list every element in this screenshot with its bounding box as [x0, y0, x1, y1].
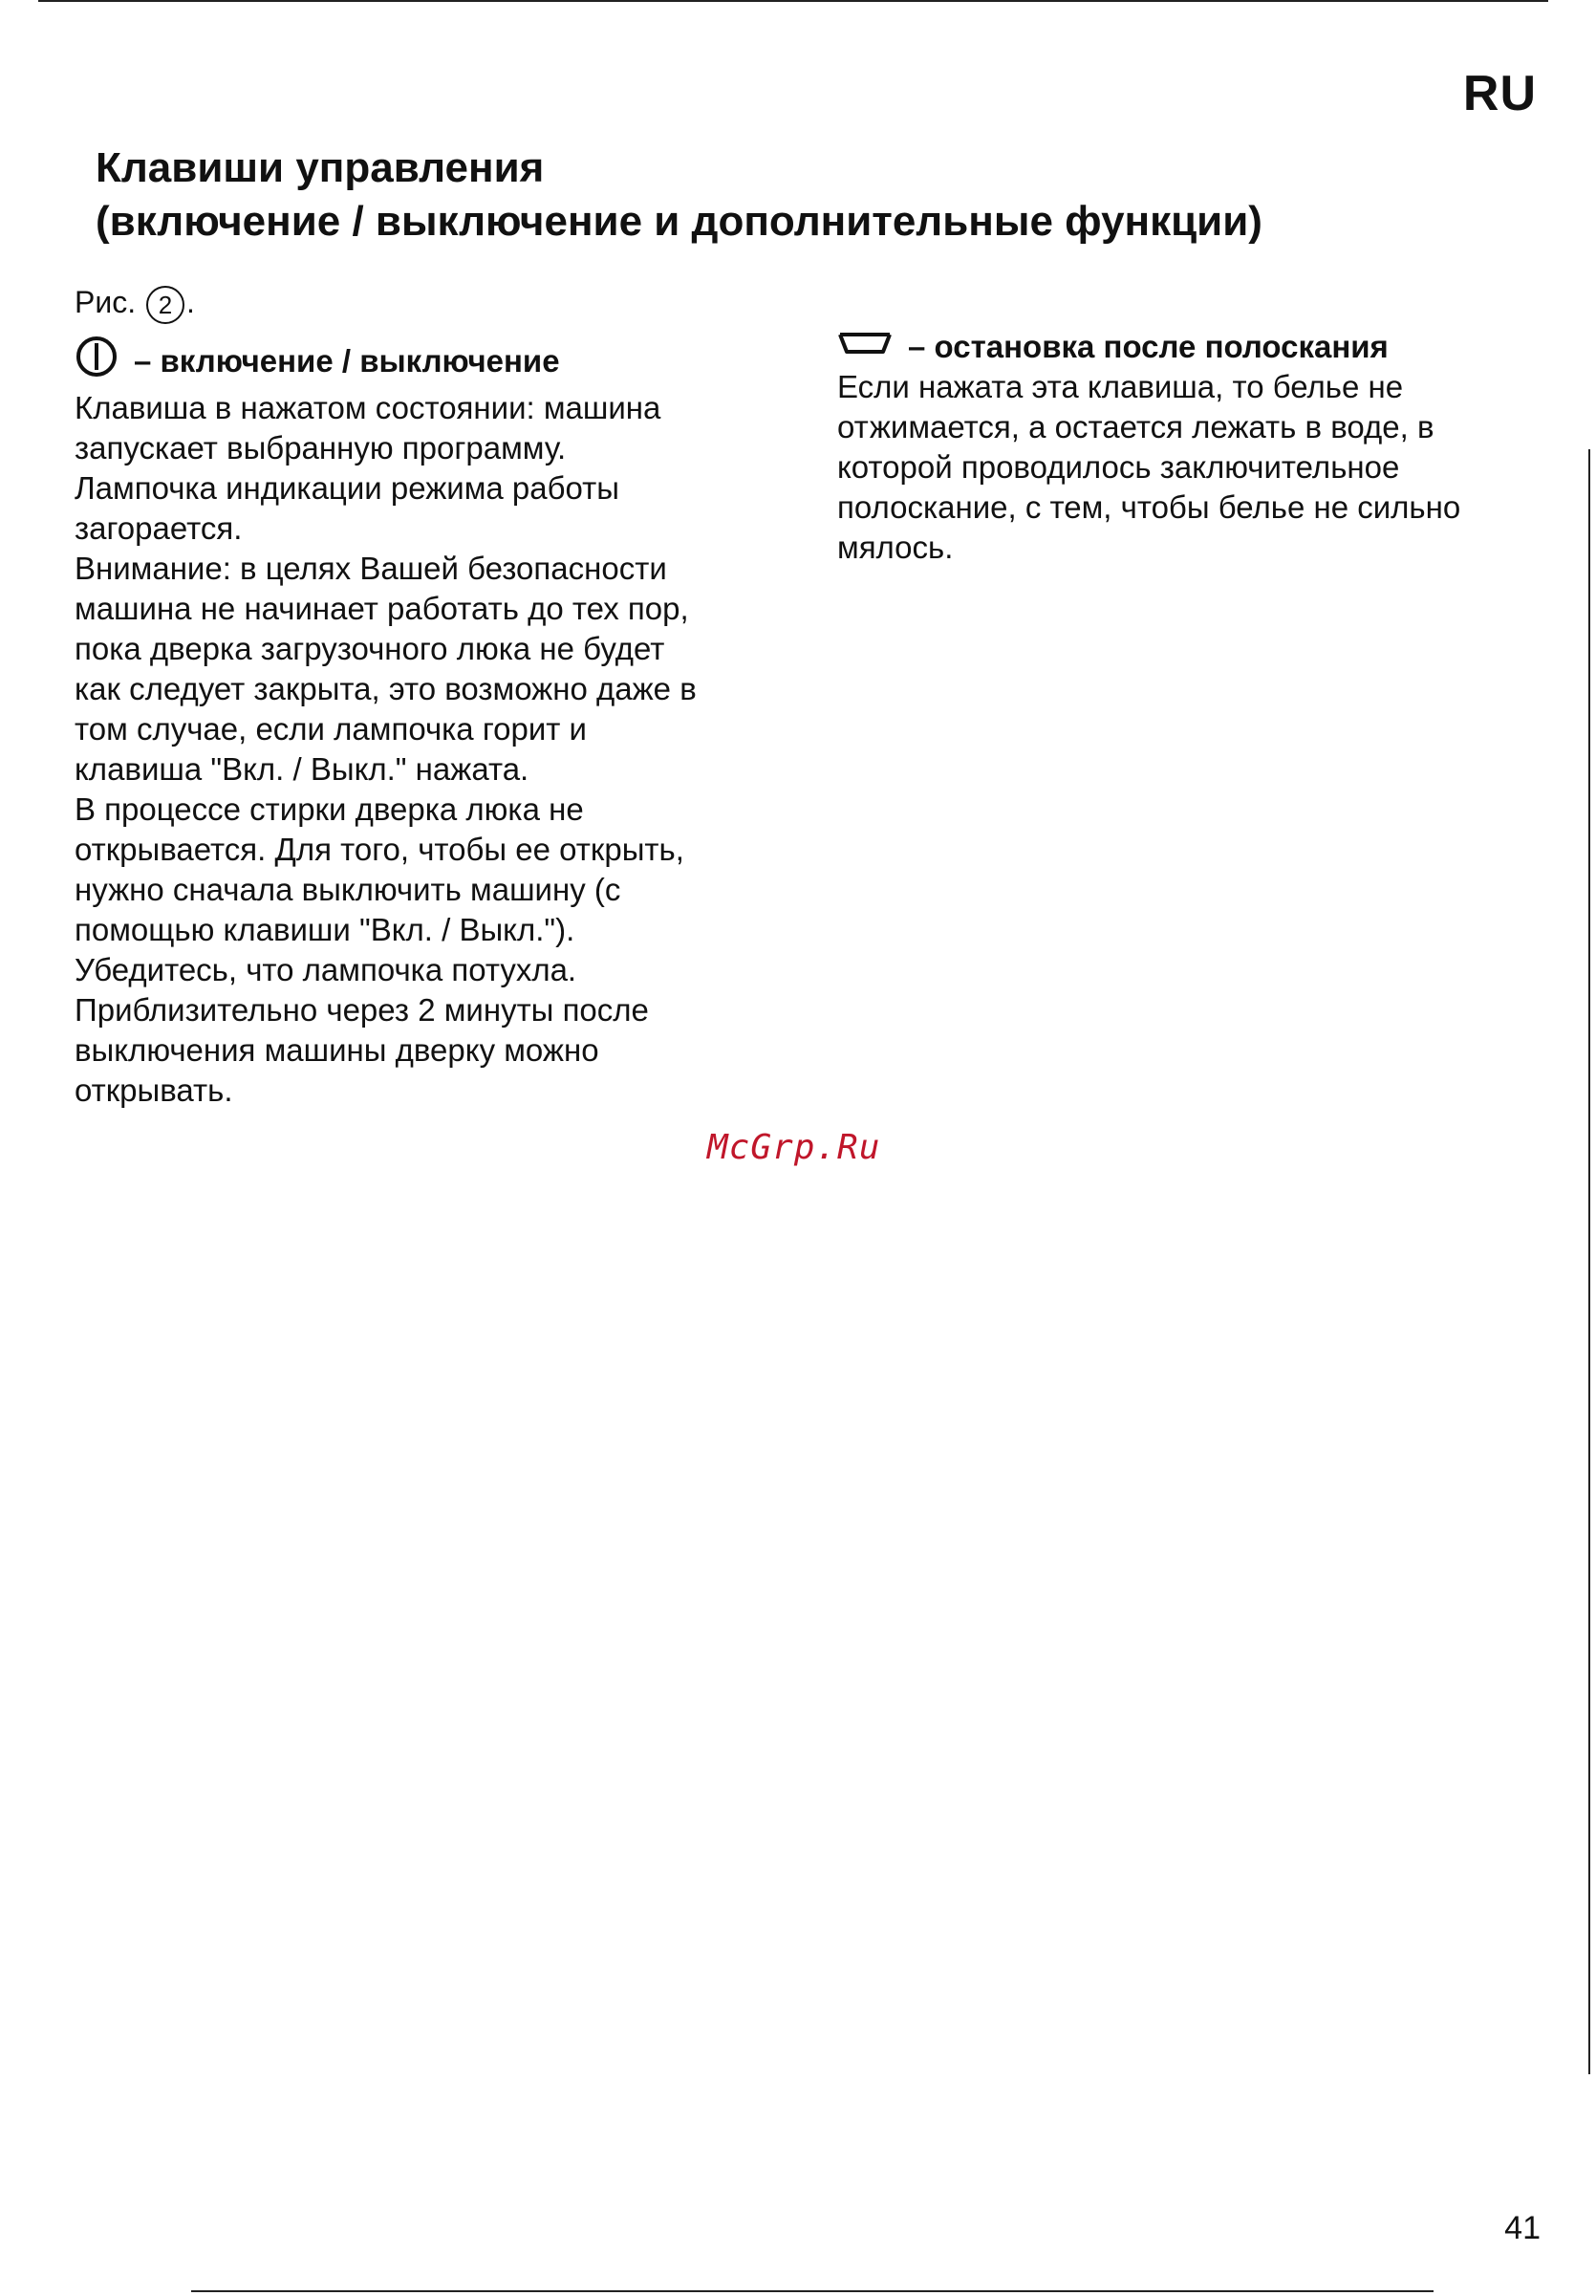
text-line: том случае, если лампочка горит и [75, 711, 587, 747]
text-line: Лампочка индикации режима работы [75, 470, 619, 506]
scan-edge-right [1588, 449, 1590, 2074]
text-line: открывать. [75, 1072, 233, 1108]
page-number: 41 [1504, 2210, 1541, 2246]
heading-line-2: (включение / выключение и дополнительные функции) [96, 198, 1262, 245]
text-line: которой проводилось заключительное [837, 449, 1400, 485]
figure-suffix: . [186, 285, 195, 319]
power-key-title-text: – включение / выключение [134, 343, 560, 379]
heading-line-1: Клавиши управления [96, 144, 545, 191]
text-line: Клавиша в нажатом состоянии: машина [75, 390, 661, 425]
rinse-hold-key-section [837, 327, 1544, 568]
text-line: Приблизительно через 2 минуты после [75, 992, 649, 1028]
text-line: нужно сначала выключить машину (с [75, 872, 621, 907]
text-line: выключения машины дверку можно [75, 1032, 599, 1068]
text-line: мялось. [837, 530, 954, 565]
text-line: загорается. [75, 510, 243, 546]
figure-reference [75, 285, 195, 324]
text-line: помощью клавиши "Вкл. / Выкл."). [75, 912, 575, 947]
text-line: Убедитесь, что лампочка потухла. [75, 952, 577, 987]
text-line: клавиша "Вкл. / Выкл." нажата. [75, 751, 529, 787]
power-key-section [75, 335, 801, 1111]
language-code: RU [1462, 66, 1537, 121]
text-line: машина не начинает работать до тех пор, [75, 591, 689, 626]
text-line: открывается. Для того, чтобы ее открыть, [75, 832, 684, 867]
figure-number: 2 [146, 286, 184, 324]
power-key-description [75, 388, 801, 1111]
rinse-hold-key-description [837, 367, 1544, 568]
text-line: пока дверка загрузочного люка не будет [75, 631, 665, 666]
text-line: Если нажата эта клавиша, то белье не [837, 369, 1404, 404]
text-line: Внимание: в целях Вашей безопасности [75, 551, 667, 586]
section-heading [96, 141, 1510, 249]
text-line: В процессе стирки дверка люка не [75, 791, 584, 827]
text-line: запускает выбранную программу. [75, 430, 567, 466]
scan-edge-bottom [191, 2290, 1434, 2292]
scan-edge-top [38, 0, 1548, 2]
watermark-link[interactable]: McGrp.Ru [707, 1128, 881, 1167]
figure-prefix: Рис. [75, 285, 137, 319]
power-icon [75, 335, 119, 388]
rinse-hold-icon [837, 327, 893, 367]
text-line: отжимается, а остается лежать в воде, в [837, 409, 1434, 444]
power-key-title [75, 335, 801, 388]
rinse-hold-key-title-text: – остановка после полоскания [908, 329, 1389, 364]
text-line: как следует закрыта, это возможно даже в [75, 671, 697, 706]
text-line: полоскание, с тем, чтобы белье не сильно [837, 489, 1461, 525]
rinse-hold-key-title [837, 327, 1544, 367]
